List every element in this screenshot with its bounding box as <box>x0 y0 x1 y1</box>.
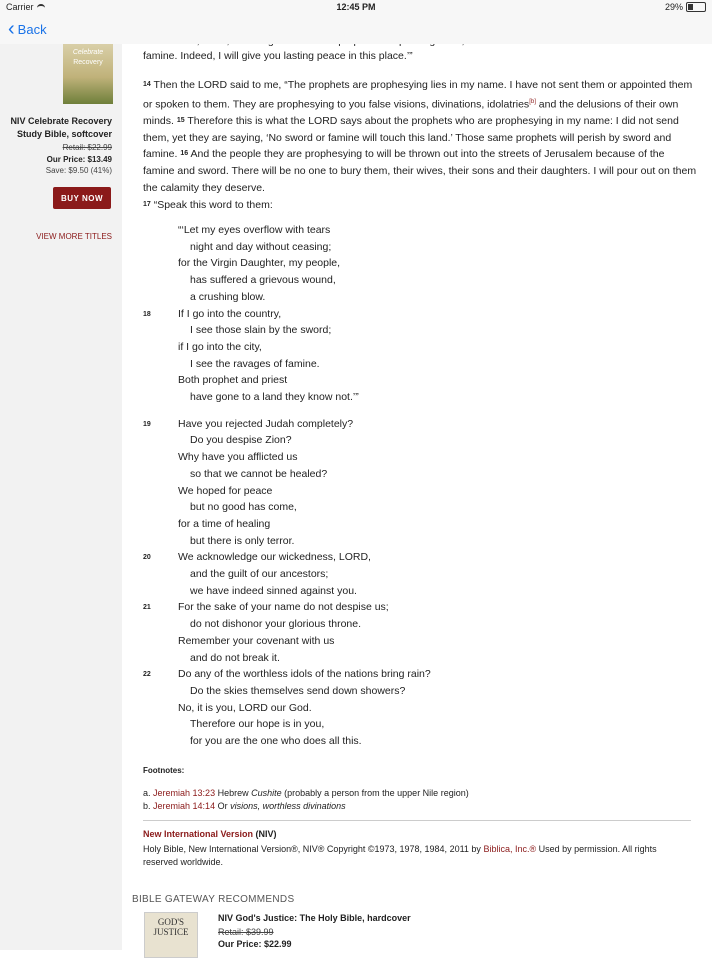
verse-number: 22 <box>143 671 151 679</box>
poetry-line: has suffered a grievous wound, <box>190 274 336 287</box>
our-price: Our Price: $13.49 <box>46 155 112 164</box>
poetry-line: Both prophet and priest <box>178 374 288 387</box>
poetry-line: We hoped for peace <box>178 484 273 497</box>
recommends-heading: BIBLE GATEWAY RECOMMENDS <box>132 894 295 905</box>
poetry-line: No, it is you, LORD our God. <box>178 701 312 714</box>
verse-number: 15 <box>176 116 185 124</box>
buy-now-button[interactable]: BUY NOW <box>53 187 111 209</box>
footnote-a: a. Jeremiah 13:23 Hebrew Cushite (probably a person from the upper Nile region) <box>143 788 469 798</box>
poetry-line: do not dishonor your glorious throne. <box>190 618 362 631</box>
poetry-line: and do not break it. <box>190 651 280 664</box>
sidebar <box>0 44 122 950</box>
poetry-line: I see those slain by the sword; <box>190 324 332 337</box>
poetry-line: if I go into the city, <box>178 340 262 353</box>
recommended-book-title[interactable]: NIV God's Justice: The Holy Bible, hardcover <box>218 913 411 923</box>
back-button[interactable] <box>8 20 47 38</box>
recommended-retail-price: Retail: $39.99 <box>218 927 274 937</box>
verse-number: 18 <box>143 310 151 318</box>
verse-17: $^{17}$ “Speak this word to them: <box>143 198 273 211</box>
chevron-left-icon: ‹ <box>8 18 15 40</box>
view-more-titles-link[interactable]: VIEW MORE TITLES <box>36 232 112 241</box>
passage-prose <box>143 48 698 214</box>
poetry-line: If I go into the country, <box>178 307 282 320</box>
poetry-line: and the guilt of our ancestors; <box>190 568 329 580</box>
poetry-line: For the sake of your name do not despise us; <box>178 601 389 614</box>
book-title-link[interactable]: NIV Celebrate Recovery Study Bible, softcover <box>10 116 112 139</box>
savings: Save: $9.50 (41%) <box>45 166 112 175</box>
poetry-line: Do you despise Zion? <box>190 434 292 447</box>
poetry-line: “‘Let my eyes overflow with tears <box>178 224 331 236</box>
battery-indicator: 29% <box>665 2 706 12</box>
divider <box>143 820 691 821</box>
footnote-b-link[interactable]: [b] <box>529 98 536 105</box>
footnote-b: b. Jeremiah 14:14 Or visions, worthless divinations <box>143 801 346 811</box>
version-link[interactable]: New International Version <box>143 829 254 839</box>
verse-number: 16 <box>180 150 189 158</box>
poetry-line: Remember your covenant with us <box>178 634 335 647</box>
poetry-line: for a time of healing <box>178 517 271 530</box>
recommended-book-cover[interactable]: GOD'S JUSTICE <box>144 912 198 958</box>
footnote-ref-link[interactable]: Jeremiah 14:14 <box>153 801 216 811</box>
poetry-line: Do any of the worthless idols of the nations bring rain? <box>178 668 431 681</box>
back-label: Back <box>17 21 47 37</box>
biblica-link[interactable]: Biblica, Inc.® <box>483 844 537 854</box>
verse-number: 19 <box>143 420 151 428</box>
poetry-line: I see the ravages of famine. <box>190 357 320 370</box>
recommended-our-price: Our Price: $22.99 <box>218 939 292 949</box>
poetry-line: have gone to a land they know not.’” <box>190 391 359 403</box>
retail-price: Retail: $22.99 <box>62 143 112 152</box>
verse-number: 17 <box>143 200 151 208</box>
poetry-line: Have you rejected Judah completely? <box>178 417 354 430</box>
status-time: 12:45 PM <box>336 2 376 12</box>
nav-bar <box>0 16 712 44</box>
version-title: New International Version (NIV) <box>143 829 277 839</box>
poetry-line: Do the skies themselves send down showers? <box>190 684 406 697</box>
book-cover-image[interactable]: Celebrate Recovery <box>63 44 113 104</box>
carrier-label: Carrier <box>6 2 45 12</box>
poetry-line: for you are the one who does all this. <box>190 735 362 747</box>
poetry-line: Why have you afflicted us <box>178 451 298 464</box>
copyright-text: Holy Bible, New International Version®, NIV® Copyright ©1973, 1978, 1984, 2011 by Biblica, Inc.® Used by permission. All rights reserved worldwide. <box>143 844 657 867</box>
verse-13-continuation: famine. Indeed, I will give you lasting peace in this place.’” <box>143 50 413 62</box>
poetry-line: we have indeed sinned against you. <box>190 584 357 597</box>
poetry-line: night and day without ceasing; <box>190 240 332 253</box>
poetry-line: We acknowledge our wickedness, LORD, <box>178 551 371 564</box>
poetry-line: for the Virgin Daughter, my people, <box>178 257 341 270</box>
poetry-line: Therefore our hope is in you, <box>190 718 325 731</box>
footnotes-heading: Footnotes: <box>143 766 185 775</box>
verse-number: 20 <box>143 554 151 562</box>
poetry-line: a crushing blow. <box>190 290 266 303</box>
battery-icon <box>686 2 706 12</box>
poetry-line: so that we cannot be healed? <box>190 467 328 480</box>
verse-number: 14 <box>143 80 151 88</box>
poetry-line: but there is only terror. <box>190 534 295 547</box>
status-bar <box>0 0 712 16</box>
poetry-line: but no good has come, <box>190 501 297 514</box>
verse-number: 21 <box>143 604 151 612</box>
footnote-ref-link[interactable]: Jeremiah 13:23 <box>153 788 216 798</box>
verse-14-16: $^{14}$ Then the LORD said to me, “The prophets are prophesying lies in my name. I have not sent them or appointed them or spoken to them. They are prophesying to you false visions, divinations, idolatries[b] and the delusions of their own minds. $^{15}$ Therefore this is what the LORD says about the prophets who are prophesying in my name: I did not send them, yet they are saying, ‘No sword or famine will touch this land.’ Those same prophets will perish by sword and famine. $^{16}$ And the people they are prophesying to will be thrown out into the streets of Jerusalem because of the famine and sword. There will be no one to bury them, their wives, their sons and their daughters. I will pour out on them the calamity they deserve. <box>143 78 697 195</box>
